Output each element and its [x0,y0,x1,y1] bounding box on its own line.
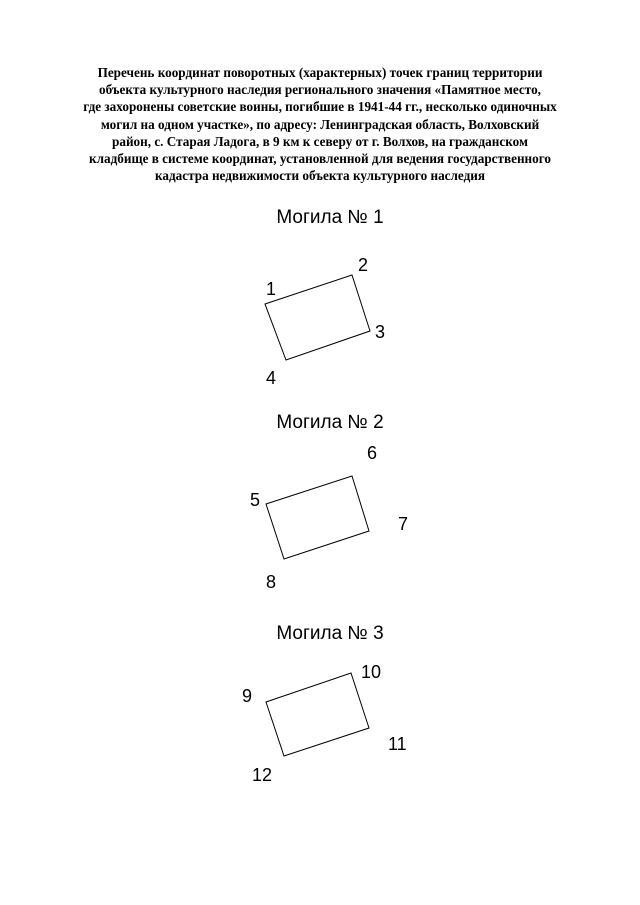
heading-line: объекта культурного наследия регионального значения «Памятное место, [99,82,541,98]
point-9-label: 9 [242,686,253,706]
point-6-label: 6 [367,443,378,463]
heading-line: где захоронены советские воины, погибшие в 1941-44 гг., несколько одиночных [83,99,557,115]
grave-2-title: Могила № 2 [276,412,384,433]
heading-line: кладбище в системе координат, установленной для ведения государственного [88,151,551,167]
point-10-label: 10 [361,662,382,682]
point-3-label: 3 [375,322,386,342]
point-7-label: 7 [398,514,409,534]
heading-line: район, с. Старая Ладога, в 9 км к северу от г. Волхов, на гражданском [112,133,528,149]
point-1-label: 1 [266,279,277,299]
grave-1-title: Могила № 1 [276,207,384,228]
point-8-label: 8 [266,572,277,592]
point-5-label: 5 [250,490,261,510]
heading-line: кадастра недвижимости объекта культурного наследия [154,168,485,184]
point-12-label: 12 [252,765,273,785]
point-4-label: 4 [266,368,277,388]
grave-3-title: Могила № 3 [276,623,384,644]
heading-line: могил на одном участке», по адресу: Ленинградская область, Волховский [100,116,540,132]
heading-line: Перечень координат поворотных (характерных) точек границ территории [97,65,543,80]
point-11-label: 11 [388,734,407,754]
point-2-label: 2 [358,255,369,275]
